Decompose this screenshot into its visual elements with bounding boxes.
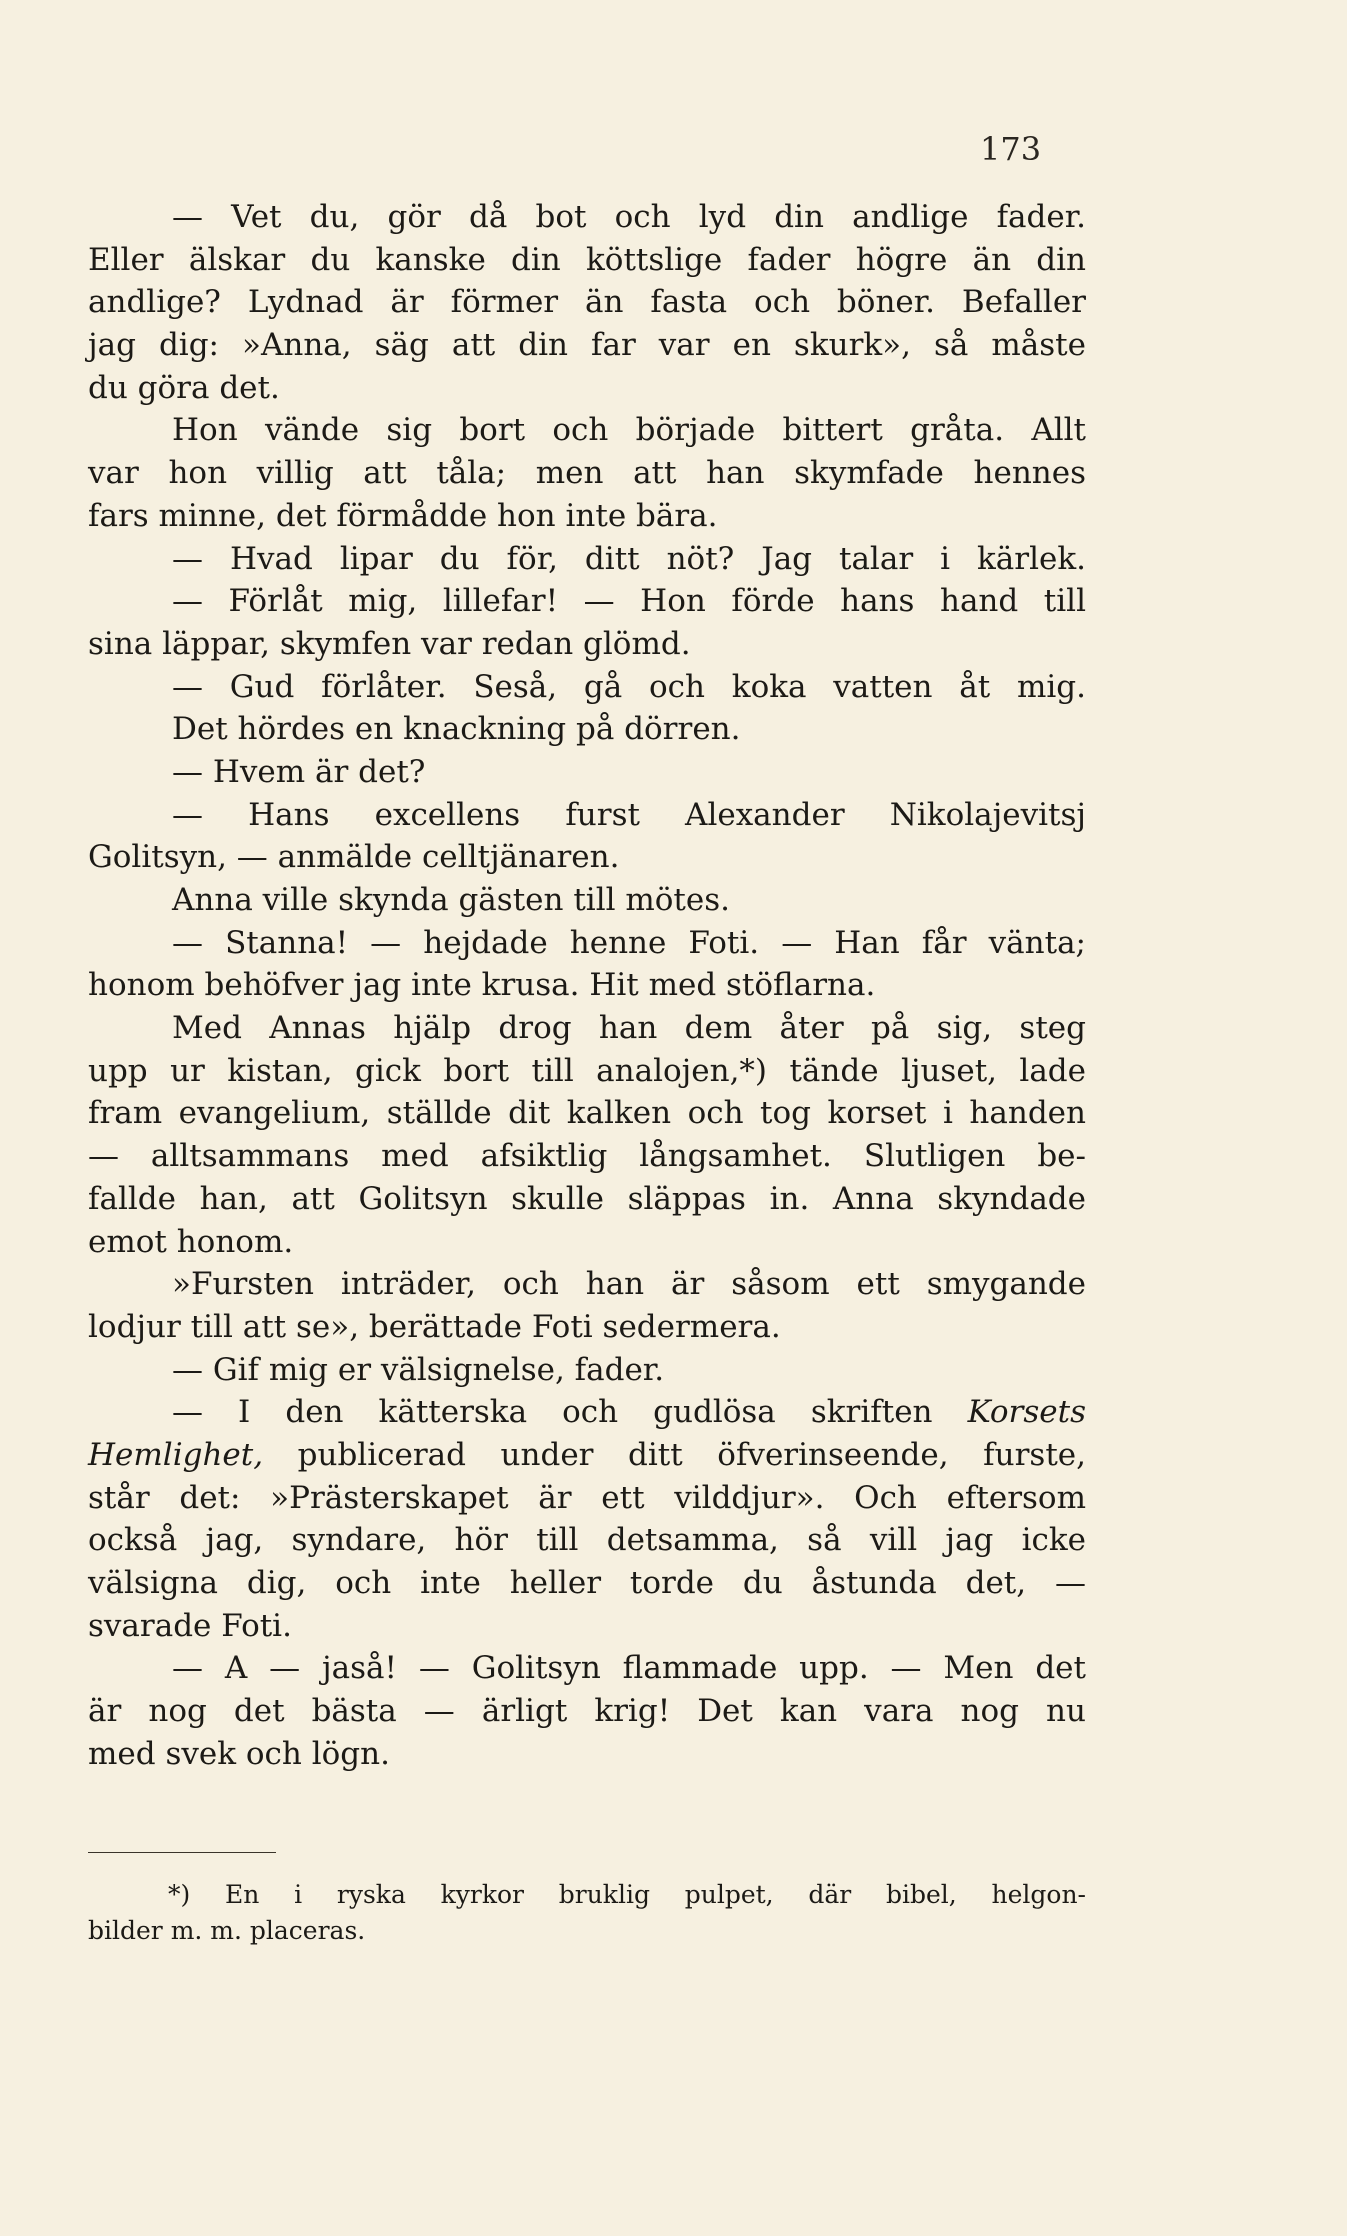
footnote (88, 1877, 1086, 1949)
text-line: Anna ville skynda gästen till mötes. (172, 882, 730, 918)
text-line: Eller älskar du kanske din köttslige fader högre än din (88, 241, 1086, 278)
text-line: andlige? Lydnad är förmer än fasta och böner. Befaller (88, 284, 1086, 321)
text-line: Det hördes en knackning på dörren. (172, 711, 741, 748)
text-line: svarade Foti. (88, 1607, 292, 1644)
text-line: med svek och lögn. (88, 1735, 390, 1772)
footnote-line: bilder m. m. placeras. (88, 1916, 366, 1945)
footnote-line: *) En i ryska kyrkor bruklig pulpet, där bibel, helgon- (168, 1880, 1086, 1909)
text-line: också jag, syndare, hör till detsamma, så vill jag icke (88, 1522, 1086, 1559)
text-line: — Vet du, gör då bot och lyd din andlige fader. (172, 199, 1086, 235)
text-line: — alltsammans med afsiktlig långsamhet. Slutligen be- (88, 1138, 1086, 1175)
text-line: var hon villig att tåla; men att han skymfade hennes (88, 455, 1086, 492)
text-line: — Förlåt mig, lillefar! — Hon förde hans hand till (172, 583, 1086, 620)
text-line: — Hans excellens furst Alexander Nikolajevitsj (172, 796, 1086, 833)
text-line: fars minne, det förmådde hon inte bära. (88, 497, 718, 534)
footnote-divider (88, 1852, 276, 1853)
text-line: — A — jaså! — Golitsyn flammade upp. — Men det (172, 1650, 1086, 1687)
text-line: jag dig: »Anna, säg att din far var en skurk», så måste (88, 327, 1086, 364)
text-line: sina läppar, skymfen var redan glömd. (88, 625, 691, 662)
text-line: — Hvad lipar du för, ditt nöt? Jag talar i kärlek. (172, 540, 1086, 577)
text-segment: — I den kätterska och gudlösa skriften (172, 1394, 968, 1431)
text-line-with-italic (88, 1434, 1086, 1477)
text-segment: publicerad under ditt öfverinseende, furste, (263, 1436, 1086, 1473)
text-line: står det: »Prästerskapet är ett vilddjur». Och eftersom (88, 1479, 1086, 1516)
text-line: honom behöfver jag inte krusa. Hit med stöflarna. (88, 967, 876, 1004)
text-line: emot honom. (88, 1223, 294, 1260)
text-line: fallde han, att Golitsyn skulle släppas in. Anna skyndade (88, 1180, 1086, 1217)
text-line: du göra det. (88, 369, 280, 406)
body-text (88, 196, 1086, 1775)
text-line: — Hvem är det? (172, 753, 426, 790)
text-line-with-italic (88, 1391, 1086, 1434)
text-line: — Stanna! — hejdade henne Foti. — Han får vänta; (172, 924, 1086, 961)
text-line: Med Annas hjälp drog han dem åter på sig, steg (172, 1010, 1086, 1047)
page-number: 173 (980, 130, 1042, 168)
text-line: välsigna dig, och inte heller torde du åstunda det, — (88, 1565, 1086, 1601)
text-line: — Gif mig er välsignelse, fader. (172, 1351, 665, 1388)
text-line: Hon vände sig bort och började bittert gråta. Allt (172, 412, 1086, 449)
italic-title: Korsets (967, 1394, 1086, 1431)
text-line: Golitsyn, — anmälde celltjänaren. (88, 839, 620, 876)
text-line: fram evangelium, ställde dit kalken och tog korset i handen (88, 1095, 1086, 1132)
text-line: upp ur kistan, gick bort till analojen,*) tände ljuset, lade (88, 1052, 1086, 1089)
italic-title: Hemlighet, (88, 1436, 264, 1473)
text-line: lodjur till att se», berättade Foti sedermera. (88, 1308, 781, 1345)
text-line: är nog det bästa — ärligt krig! Det kan vara nog nu (88, 1693, 1086, 1730)
text-line: — Gud förlåter. Seså, gå och koka vatten åt mig. (172, 668, 1086, 705)
text-line: »Fursten inträder, och han är såsom ett smygande (172, 1266, 1086, 1303)
